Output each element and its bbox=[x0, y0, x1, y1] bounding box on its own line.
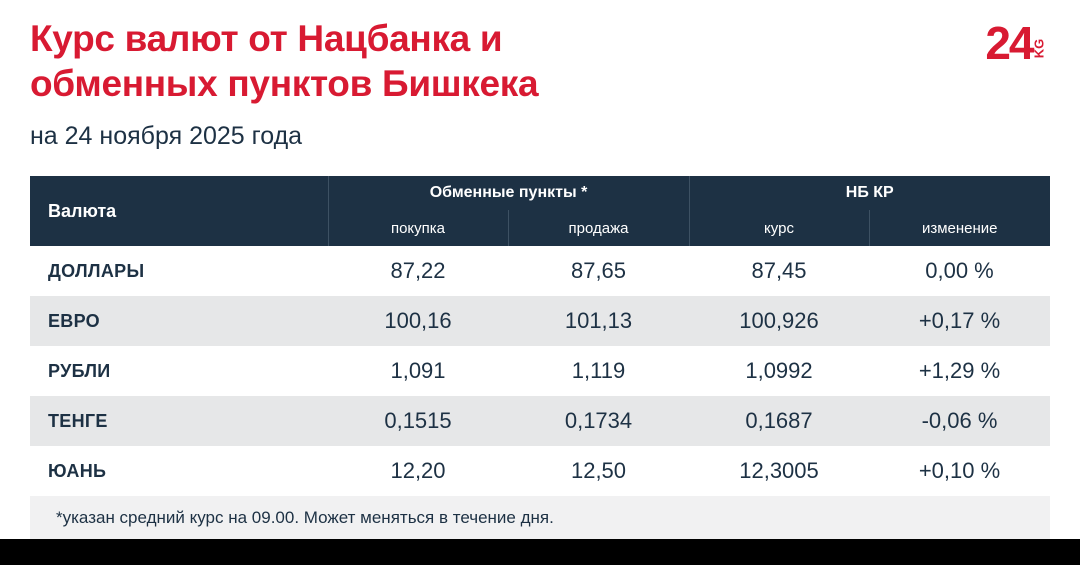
cell-change: 0,00 % bbox=[869, 246, 1050, 296]
column-header-change: изменение bbox=[869, 210, 1050, 246]
table-row bbox=[30, 296, 1050, 346]
table-row bbox=[30, 396, 1050, 446]
cell-rate: 1,0992 bbox=[689, 346, 869, 396]
page-title-line2: обменных пунктов Бишкека bbox=[30, 63, 539, 105]
column-header-rate: курс bbox=[689, 210, 869, 246]
table-body bbox=[30, 246, 1050, 540]
logo-number: 24 bbox=[985, 17, 1033, 69]
cell-buy: 0,1515 bbox=[328, 396, 508, 446]
cell-rate: 87,45 bbox=[689, 246, 869, 296]
cell-change: +0,10 % bbox=[869, 446, 1050, 496]
cell-buy: 100,16 bbox=[328, 296, 508, 346]
cell-currency-name: ТЕНГЕ bbox=[30, 396, 328, 446]
rates-table bbox=[30, 176, 1050, 540]
table-row bbox=[30, 446, 1050, 496]
page-subtitle: на 24 ноября 2025 года bbox=[30, 122, 303, 151]
cell-change: +0,17 % bbox=[869, 296, 1050, 346]
cell-buy: 1,091 bbox=[328, 346, 508, 396]
cell-sell: 87,65 bbox=[508, 246, 689, 296]
table-head bbox=[30, 176, 1050, 246]
cell-currency-name: ЕВРО bbox=[30, 296, 328, 346]
table-footnote-row bbox=[30, 496, 1050, 540]
cell-rate: 12,3005 bbox=[689, 446, 869, 496]
rates-table-container bbox=[30, 176, 1050, 540]
table-row bbox=[30, 246, 1050, 296]
column-header-buy: покупка bbox=[328, 210, 508, 246]
table-head-row-groups bbox=[30, 176, 1050, 210]
cell-buy: 12,20 bbox=[328, 446, 508, 496]
column-group-nbkr: НБ КР bbox=[689, 176, 1050, 210]
header bbox=[30, 16, 1050, 151]
cell-sell: 0,1734 bbox=[508, 396, 689, 446]
cell-rate: 0,1687 bbox=[689, 396, 869, 446]
cell-sell: 101,13 bbox=[508, 296, 689, 346]
column-group-exchange-offices: Обменные пункты * bbox=[328, 176, 689, 210]
cell-currency-name: ДОЛЛАРЫ bbox=[30, 246, 328, 296]
logo-suffix: KG bbox=[1030, 38, 1046, 59]
cell-change: +1,29 % bbox=[869, 346, 1050, 396]
page-title-line1: Курс валют от Нацбанка и bbox=[30, 18, 503, 59]
table-footnote: *указан средний курс на 09.00. Может меняться в течение дня. bbox=[30, 496, 1050, 540]
table-row bbox=[30, 346, 1050, 396]
cell-currency-name: РУБЛИ bbox=[30, 346, 328, 396]
cell-sell: 1,119 bbox=[508, 346, 689, 396]
cell-sell: 12,50 bbox=[508, 446, 689, 496]
column-header-sell: продажа bbox=[508, 210, 689, 246]
cell-rate: 100,926 bbox=[689, 296, 869, 346]
page-title bbox=[30, 16, 730, 106]
column-header-currency: Валюта bbox=[30, 176, 328, 246]
footer-bar bbox=[0, 539, 1080, 565]
logo-24kg bbox=[964, 17, 1048, 76]
cell-currency-name: ЮАНЬ bbox=[30, 446, 328, 496]
cell-buy: 87,22 bbox=[328, 246, 508, 296]
cell-change: -0,06 % bbox=[869, 396, 1050, 446]
